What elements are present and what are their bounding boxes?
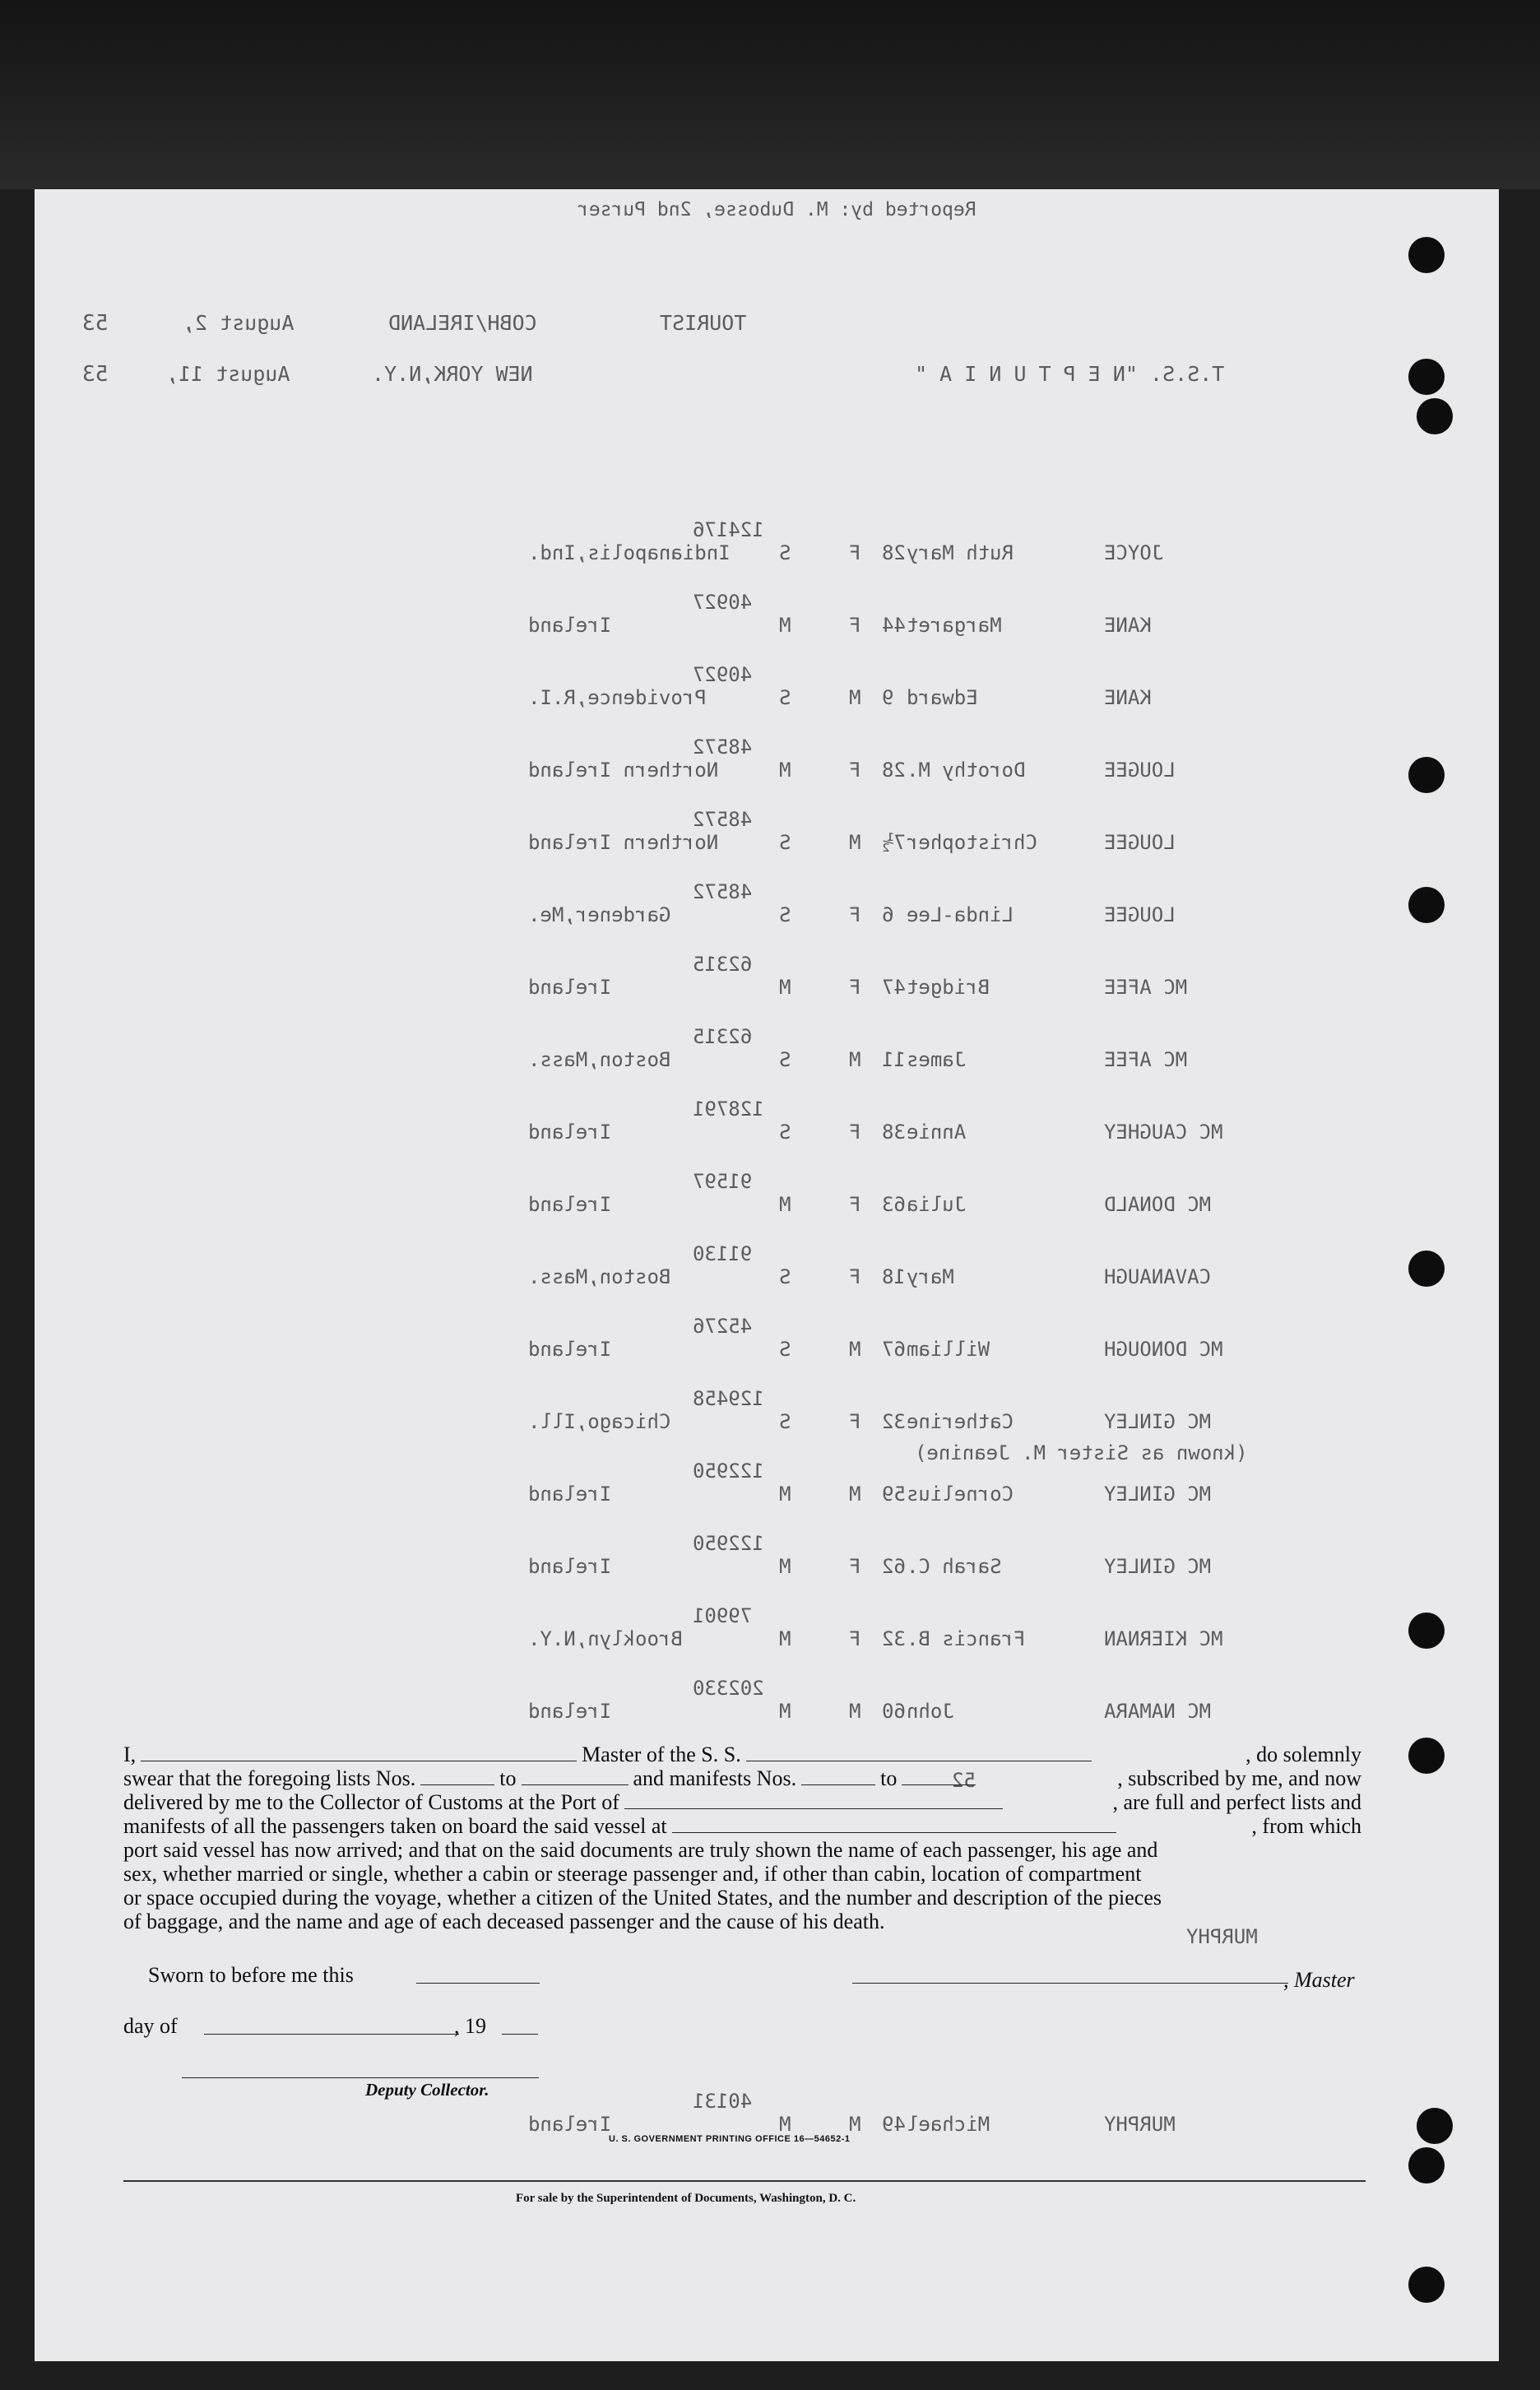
oath-to: to [880,1766,898,1790]
bleed-passenger-given: Bridget [907,976,990,999]
bleed-passenger-surname: MC GINLEY [1104,1410,1212,1433]
printing-office: U. S. GOVERNMENT PRINTING OFFICE 16—54652-1 [609,2134,851,2144]
bleed-passenger-surname: MC DONOUGH [1104,1338,1223,1361]
oath-swear-lists: swear that the foregoing lists Nos. [123,1766,416,1790]
master-name-field[interactable] [141,1744,577,1761]
bleed-passenger-marital: S [779,903,791,926]
punch-hole-icon [1408,2147,1445,2183]
list-to-field[interactable] [522,1768,629,1785]
oath-line-7: or space occupied during the voyage, whether a citizen of the United States, and the number and description of the pieces [123,1886,1162,1910]
oath-i-label: I, [123,1743,137,1766]
bleed-passenger-age: 49 [882,2113,906,2136]
bleed-passenger-age: 62 [882,1555,906,1578]
bleed-passenger-given: Cornelius [907,1483,1014,1506]
bleed-passenger-cert: 40131 [693,2090,753,2113]
bleed-port: NEW YORK,N.Y. [372,362,533,386]
bleed-passenger-surname: CAVANAUGH [1104,1265,1212,1288]
for-sale-note: For sale by the Superintendent of Documents, Washington, D. C. [516,2192,856,2205]
manifest-from-field[interactable] [801,1768,875,1785]
bleed-passenger-surname: MURPHY [1104,2113,1176,2136]
bleed-passenger-marital: M [779,1555,791,1578]
bleed-passenger-sex: M [849,1483,861,1506]
bleed-passenger-sex: M [849,1338,861,1361]
sworn-label: Sworn to before me this [148,1963,354,1987]
oath-line-1 [123,1743,1361,1766]
bleed-passenger-sex: M [849,831,861,854]
bleed-passenger-cert: 48572 [693,736,753,759]
bleed-passenger-given: John [907,1700,954,1723]
oath-line-6: sex, whether married or single, whether a cabin or steerage passenger and, if other than cabin, location of compartment [123,1862,1142,1886]
bleed-passenger-sex: F [849,1555,861,1578]
bleed-murphy-upper: MURPHY [1186,1925,1258,1948]
bleed-passenger-given: Edward [907,686,978,709]
bleed-passenger-residence: Boston,Mass. [528,1048,671,1071]
bleed-passenger-age: 28 [882,759,906,782]
bleed-passenger-cert: 202330 [693,1677,764,1700]
bleed-passenger-surname: MC GINLEY [1104,1555,1212,1578]
punch-hole-icon [1417,398,1453,434]
bleed-page-number: 53 [82,362,109,387]
bleed-passenger-sex: M [849,686,861,709]
bleed-passenger-given: Catherine [907,1410,1014,1433]
punch-hole-icon [1408,359,1445,395]
bleed-passenger-given: Michael [907,2113,990,2136]
bleed-passenger-sex: F [849,1121,861,1144]
bleed-passenger-marital: M [779,1627,791,1650]
bleed-passenger-residence: Indianapolis,Ind. [528,541,731,564]
bleed-class: TOURIST [660,311,747,335]
bleed-passenger-surname: KANE [1104,686,1152,709]
bleed-passenger-residence: Ireland [528,1121,612,1144]
bleed-passenger-age: 60 [882,1700,906,1723]
bleed-passenger-sex: M [849,1048,861,1071]
bleed-passenger-marital: M [779,614,791,637]
bleed-passenger-given: Christopher [907,831,1037,854]
footer-rule [123,2180,1366,2182]
day-field[interactable] [204,2017,459,2035]
bleed-passenger-marital: S [779,831,791,854]
bleed-passenger-sex: F [849,614,861,637]
bleed-passenger-given: James [907,1048,967,1071]
oath-line-4 [123,1814,1361,1838]
bleed-passenger-given: Julia [907,1193,967,1216]
oath-line-5: port said vessel has now arrived; and that on the said documents are truly shown the name of each passenger, his age and [123,1838,1158,1862]
oath-delivered: delivered by me to the Collector of Customs at the Port of [123,1790,619,1814]
master-label: , Master [1283,1968,1355,1992]
oath-subscribed: , subscribed by me, and now [1117,1766,1361,1790]
bleed-passenger-cert: 45276 [693,1315,753,1338]
port-field[interactable] [624,1792,1003,1809]
bleed-passenger-residence: Ireland [528,614,612,637]
oath-do-solemnly: , do solemnly [1245,1743,1361,1766]
bleed-passenger-given: Sarah C. [907,1555,1002,1578]
bleed-passenger-age: 28 [882,541,906,564]
bleed-passenger-age: 32 [882,1627,906,1650]
oath-manifests-of: manifests of all the passengers taken on board the said vessel at [123,1814,667,1838]
deputy-label: Deputy Collector. [365,2080,489,2100]
bleed-passenger-cert: 79901 [693,1604,753,1627]
bleed-passenger-marital: M [779,1700,791,1723]
bleed-passenger-given: Ruth Mary [907,541,1014,564]
bleed-passenger-age: 18 [882,1265,906,1288]
bleed-vessel: T.S.S. "N E P T U N I A " [915,362,1225,386]
sworn-date-field[interactable] [416,1966,540,1984]
bleed-passenger-cert: 122950 [693,1532,764,1555]
bleed-passenger-cert: 48572 [693,880,753,903]
bleed-passenger-given: Francis B. [907,1627,1026,1650]
oath-line-2 [123,1766,1361,1790]
bleed-passenger-residence: Gardener,Me. [528,903,671,926]
bleed-passenger-age: 6 [882,903,894,926]
oath-are-full: , are full and perfect lists and [1112,1790,1361,1814]
bleed-passenger-marital: M [779,2113,791,2136]
bleed-passenger-sex: F [849,541,861,564]
bleed-passenger-residence: Northern Ireland [528,759,719,782]
bleed-passenger-residence: Brooklyn,N.Y. [528,1627,683,1650]
oath-line-3 [123,1790,1361,1814]
bleed-passenger-marital: S [779,1338,791,1361]
bleed-passenger-residence: Boston,Mass. [528,1265,671,1288]
bleed-known-as: (known as Sister M. Jeanine) [915,1441,1248,1464]
scanner-background [0,0,1540,189]
bleed-passenger-marital: S [779,541,791,564]
bleed-passenger-surname: LOUGEE [1104,903,1176,926]
bleed-passenger-age: 11 [882,1048,906,1071]
punch-hole-icon [1408,1251,1445,1287]
bleed-passenger-surname: LOUGEE [1104,759,1176,782]
punch-hole-icon [1408,237,1445,273]
bleed-passenger-cert: 129458 [693,1387,764,1410]
bleed-passenger-cert: 40927 [693,663,753,686]
punch-hole-icon [1408,2267,1445,2303]
oath-master-of: Master of the S. S. [582,1743,741,1766]
bleed-date: August 2, [183,311,295,335]
bleed-reported-by: Reported by: M. Dubosse, 2nd Purser [578,199,976,220]
oath-and-manifests: and manifests Nos. [633,1766,797,1790]
bleed-passenger-marital: M [779,1483,791,1506]
bleed-passenger-residence: Ireland [528,1700,612,1723]
year-field[interactable] [502,2017,538,2035]
bleed-passenger-sex: F [849,976,861,999]
bleed-passenger-age: 67 [882,1338,906,1361]
oath-from-which: , from which [1251,1814,1361,1838]
bleed-passenger-marital: S [779,1410,791,1433]
bleed-passenger-residence: Ireland [528,1338,612,1361]
bleed-passenger-marital: S [779,1265,791,1288]
bleed-passenger-surname: MC AFEE [1104,1048,1188,1071]
bleed-passenger-sex: F [849,1627,861,1650]
bleed-passenger-surname: MC DONALD [1104,1193,1212,1216]
bleed-passenger-age: 38 [882,1121,906,1144]
bleed-passenger-surname: MC KIERNAN [1104,1627,1223,1650]
bleed-passenger-age: 32 [882,1410,906,1433]
vessel-name-field[interactable] [746,1744,1092,1761]
bleed-passenger-cert: 128791 [693,1098,764,1121]
bleed-sub-number: 52 [952,1769,976,1792]
bleed-port: COBH/IRELAND [388,311,537,335]
bleed-passenger-sex: M [849,2113,861,2136]
bleed-passenger-cert: 40927 [693,591,753,614]
bleed-passenger-surname: MC NAMARA [1104,1700,1212,1723]
bleed-passenger-cert: 91130 [693,1242,753,1265]
bleed-passenger-residence: Ireland [528,1483,612,1506]
bleed-passenger-residence: Providence,R.I. [528,686,707,709]
bleed-passenger-age: 47 [882,976,906,999]
bleed-passenger-age: 59 [882,1483,906,1506]
bleed-passenger-residence: Ireland [528,1193,612,1216]
bleed-passenger-marital: M [779,1193,791,1216]
manifest-page [35,189,1499,2361]
manifest-to-field[interactable] [902,1768,976,1785]
bleed-passenger-marital: S [779,686,791,709]
bleed-passenger-given: Linda-Lee [907,903,1014,926]
oath-block [123,1743,1361,1933]
bleed-passenger-residence: Ireland [528,2113,612,2136]
bleed-passenger-sex: F [849,759,861,782]
bleed-passenger-surname: MC AFEE [1104,976,1188,999]
deputy-signature-field[interactable] [182,2061,539,2078]
bleed-passenger-residence: Chicago,Ill. [528,1410,671,1433]
bleed-passenger-sex: F [849,1410,861,1433]
bleed-passenger-surname: MC GINLEY [1104,1483,1212,1506]
punch-hole-icon [1408,757,1445,793]
bleed-passenger-sex: F [849,1265,861,1288]
list-from-field[interactable] [420,1768,494,1785]
bleed-passenger-cert: 91597 [693,1170,753,1193]
bleed-passenger-residence: Ireland [528,1555,612,1578]
bleed-passenger-sex: F [849,1193,861,1216]
punch-hole-icon [1417,2108,1453,2144]
bleed-passenger-cert: 48572 [693,808,753,831]
bleed-passenger-sex: M [849,1700,861,1723]
bleed-passenger-cert: 62315 [693,953,753,976]
bleed-passenger-surname: JOYCE [1104,541,1164,564]
bleed-passenger-surname: MC CAUGHEY [1104,1121,1223,1144]
year-prefix: , 19 [454,2014,486,2038]
punch-hole-icon [1408,1738,1445,1774]
bleed-passenger-age: 7½ [882,831,906,854]
bleed-passenger-marital: S [779,1121,791,1144]
bleed-passenger-given: Annie [907,1121,967,1144]
bleed-passenger-given: Mary [907,1265,954,1288]
bleed-passenger-cert: 62315 [693,1025,753,1048]
bleed-passenger-given: Margaret [907,614,1002,637]
punch-hole-icon [1408,1613,1445,1649]
embark-port-field[interactable] [672,1816,1116,1833]
bleed-passenger-cert: 122950 [693,1460,764,1483]
bleed-passenger-age: 44 [882,614,906,637]
bleed-passenger-residence: Northern Ireland [528,831,719,854]
bleed-passenger-surname: LOUGEE [1104,831,1176,854]
bleed-date: August 11, [166,362,290,386]
oath-to: to [499,1766,517,1790]
punch-hole-icon [1408,887,1445,923]
bleed-passenger-age: 63 [882,1193,906,1216]
bleed-passenger-age: 9 [882,686,894,709]
bleed-passenger-marital: M [779,759,791,782]
bleed-passenger-sex: F [849,903,861,926]
oath-line-8: of baggage, and the name and age of each deceased passenger and the cause of his death. [123,1910,885,1933]
bleed-passenger-given: Dorothy M. [907,759,1026,782]
bleed-passenger-given: William [907,1338,990,1361]
bleed-passenger-cert: 124176 [693,518,764,541]
master-signature-field[interactable] [852,1966,1288,1984]
bleed-passenger-residence: Ireland [528,976,612,999]
bleed-page-number: 53 [82,311,109,336]
bleed-passenger-surname: KANE [1104,614,1152,637]
bleed-passenger-marital: S [779,1048,791,1071]
bleed-passenger-marital: M [779,976,791,999]
day-of-label: day of [123,2014,178,2038]
